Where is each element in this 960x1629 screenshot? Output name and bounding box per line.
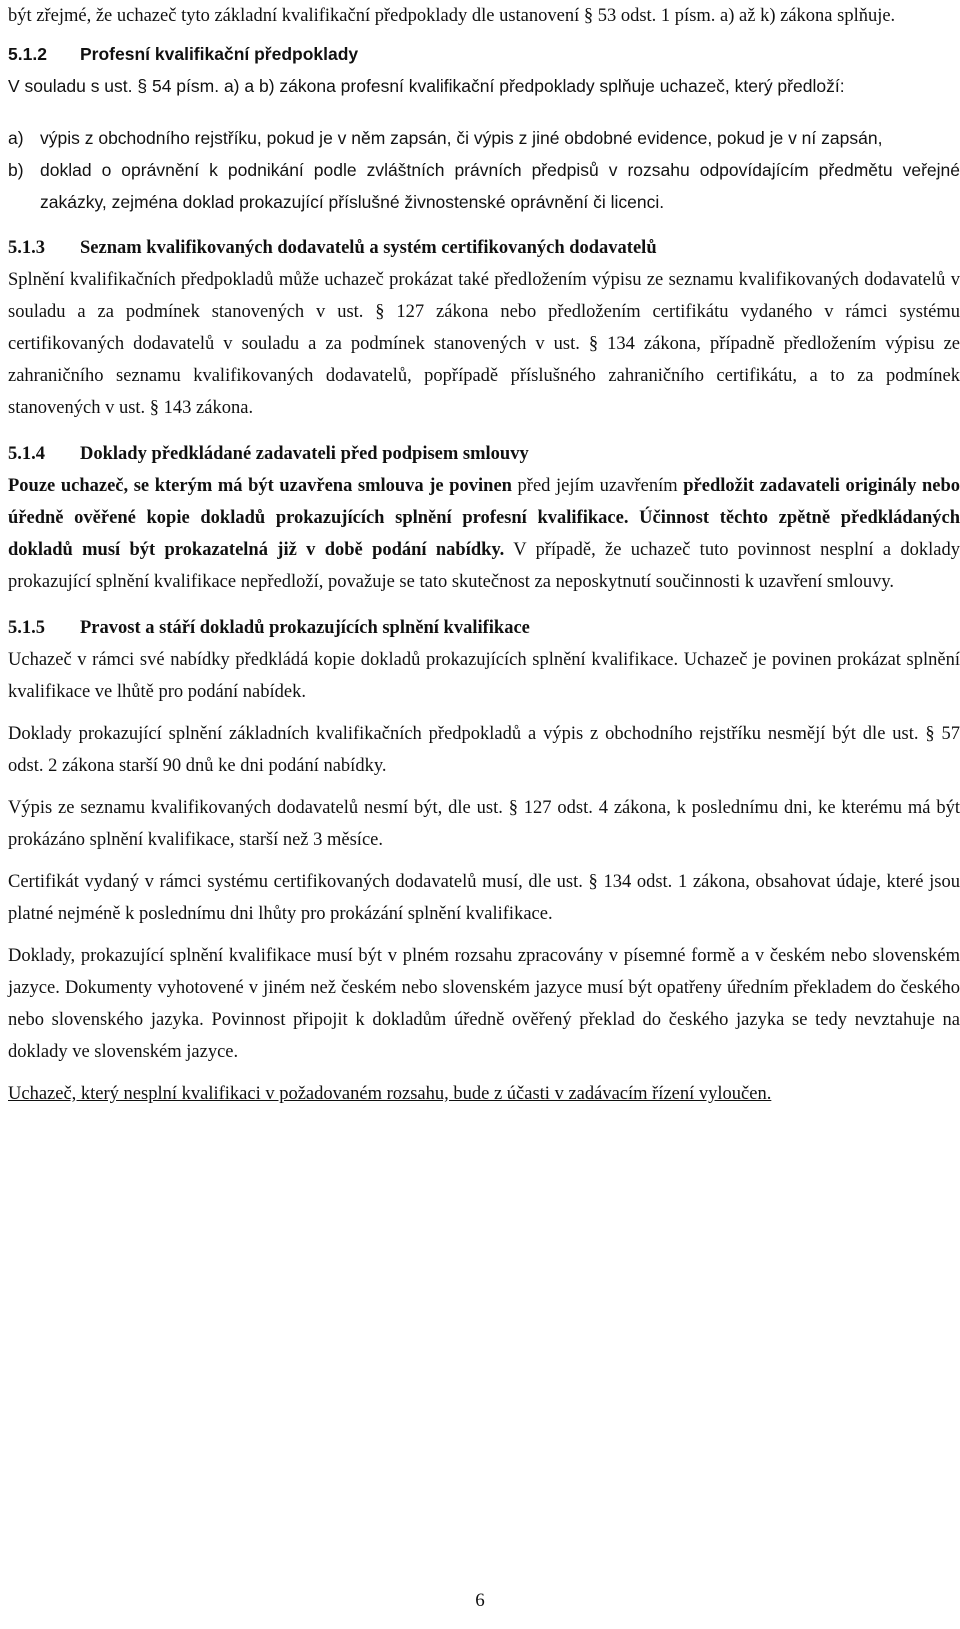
section-5-1-5-paragraph-6 [8, 1078, 960, 1110]
section-number: 5.1.4 [8, 444, 45, 464]
bold-text: Pouze uchazeč, se kterým má být uzavřena smlouva je povinen [8, 476, 512, 496]
section-5-1-5-paragraph-5: Doklady, prokazující splnění kvalifikace musí být v plném rozsahu zpracovány v písemné formě a v českém nebo slovenském jazyce. Dokumenty vyhotovené v jiném než českém nebo slovenském jazyce musí být opatřeny úředním překladem do českého nebo slovenského jazyka. Povinnost připojit k dokladům úředně ověřený překlad do českého jazyka se tedy nevztahuje na doklady ve slovenském jazyce. [8, 946, 960, 1062]
list-item-label: a) [8, 128, 24, 148]
section-title: Doklady předkládané zadavateli před podpisem smlouvy [80, 444, 529, 464]
plain-text: před jejím uzavřením [511, 476, 684, 496]
section-5-1-5-paragraph-4: Certifikát vydaný v rámci systému certifikovaných dodavatelů musí, dle ust. § 134 odst. 1 zákona, obsahovat údaje, které jsou platné nejméně k poslednímu dni lhůty pro prokázání splnění kvalifikace. [8, 872, 960, 924]
document-page [8, 0, 960, 1110]
section-number: 5.1.5 [8, 618, 45, 638]
intro-paragraph: být zřejmé, že uchazeč tyto základní kvalifikační předpoklady dle ustanovení § 53 odst. 1 písm. a) až k) zákona splňuje. [8, 6, 896, 26]
section-5-1-4-heading [8, 438, 960, 470]
section-5-1-5-heading [8, 612, 960, 644]
section-5-1-2-paragraph: V souladu s ust. § 54 písm. a) a b) zákona profesní kvalifikační předpoklady splňuje uchazeč, který předloží: [8, 76, 845, 96]
section-5-1-5-paragraph-2: Doklady prokazující splnění základních kvalifikačních předpokladů a výpis z obchodního rejstříku nesmějí být dle ust. § 57 odst. 2 zákona starší 90 dnů ke dni podání nabídky. [8, 724, 960, 776]
underlined-text: Uchazeč, který nesplní kvalifikaci v požadovaném rozsahu, bude z účasti v zadávacím řízení vyloučen. [8, 1084, 772, 1104]
section-5-1-3-paragraph: Splnění kvalifikačních předpokladů může uchazeč prokázat také předložením výpisu ze seznamu kvalifikovaných dodavatelů v souladu a za podmínek stanovených v ust. § 127 zákona nebo předložením certifikátu vydaného v rámci systému certifikovaných dodavatelů v souladu a za podmínek stanovených v ust. § 134 zákona, případně předložením výpisu ze zahraničního seznamu kvalifikovaných dodavatelů, popřípadě příslušného zahraničního certifikátu, a to za podmínek stanovených v ust. § 143 zákona. [8, 270, 960, 418]
section-5-1-2-heading [8, 38, 960, 70]
section-5-1-5-paragraph-3: Výpis ze seznamu kvalifikovaných dodavatelů nesmí být, dle ust. § 127 odst. 4 zákona, k poslednímu dni, ke kterému má být prokázáno splnění kvalifikace, starší než 3 měsíce. [8, 798, 960, 850]
bold-text: předložit zadavateli originály nebo úředně ověřené kopie dokladů prokazujících splnění profesní kvalifikace. Účinnost těchto zpětně předkládaných dokladů musí být prokazatelná již v době podání nabídky. [8, 476, 960, 560]
section-title: Profesní kvalifikační předpoklady [80, 44, 359, 64]
section-5-1-3-heading [8, 232, 960, 264]
section-number: 5.1.2 [8, 44, 47, 64]
page-number: 6 [475, 1590, 485, 1611]
section-5-1-4-paragraph [8, 470, 960, 598]
list-item [8, 122, 960, 154]
plain-text: V případě, že uchazeč tuto povinnost nesplní a doklady prokazující splnění kvalifikace nepředloží, považuje se tato skutečnost za neposkytnutí součinnosti k uzavření smlouvy. [8, 540, 960, 592]
list-item-text: výpis z obchodního rejstříku, pokud je v něm zapsán, či výpis z jiné obdobné evidence, pokud je v ní zapsán, [40, 128, 883, 148]
section-title: Pravost a stáří dokladů prokazujících splnění kvalifikace [80, 618, 530, 638]
requirement-list [8, 122, 960, 218]
section-title: Seznam kvalifikovaných dodavatelů a systém certifikovaných dodavatelů [80, 238, 657, 258]
list-item [8, 154, 960, 218]
section-number: 5.1.3 [8, 238, 45, 258]
list-item-label: b) [8, 160, 24, 180]
list-item-text: doklad o oprávnění k podnikání podle zvláštních právních předpisů v rozsahu odpovídajícím předmětu veřejné zakázky, zejména doklad prokazující příslušné živnostenské oprávnění či licenci. [40, 160, 960, 212]
section-5-1-5-paragraph-1: Uchazeč v rámci své nabídky předkládá kopie dokladů prokazujících splnění kvalifikace. Uchazeč je povinen prokázat splnění kvalifikace ve lhůtě pro podání nabídek. [8, 650, 960, 702]
